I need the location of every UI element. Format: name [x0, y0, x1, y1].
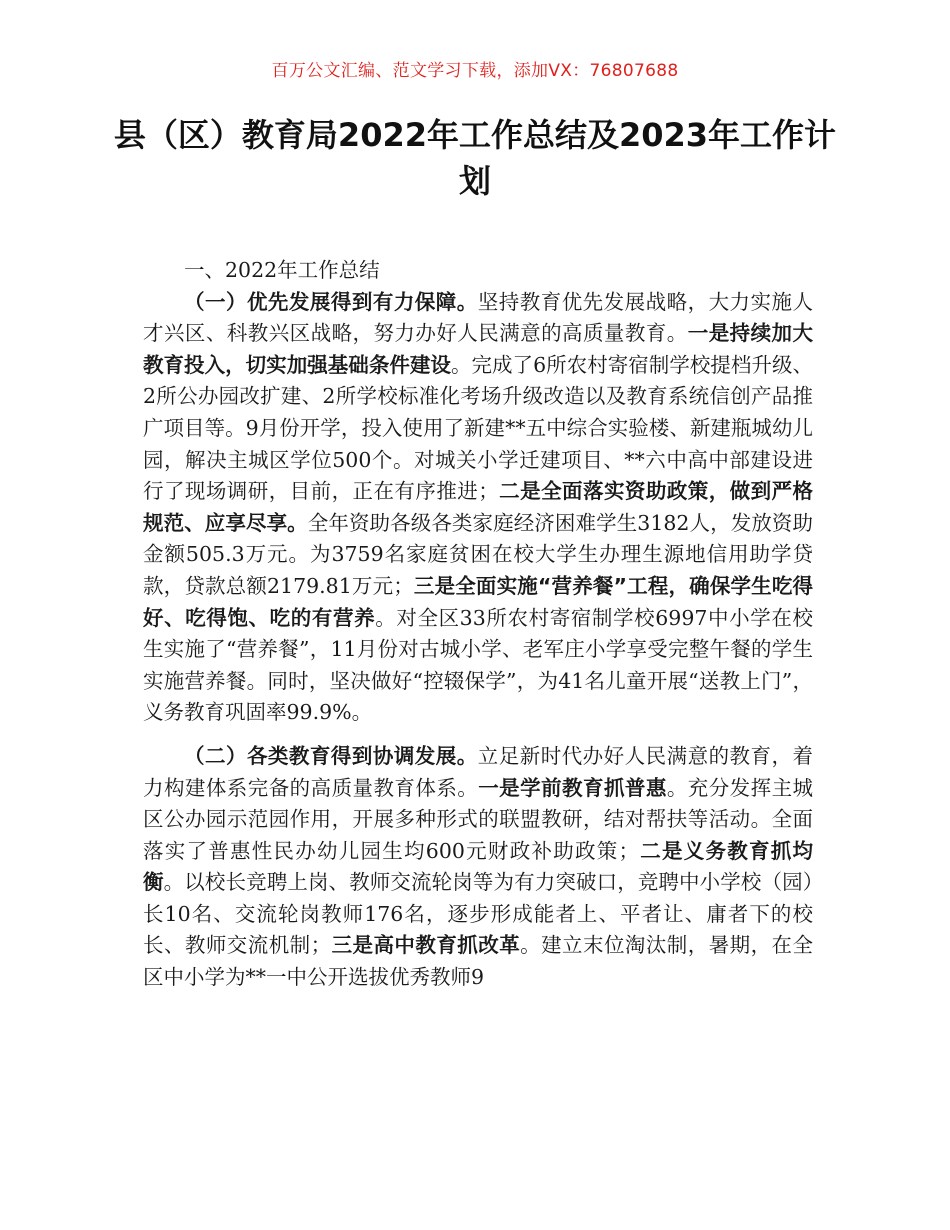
text: 。以校长竞聘上岗、教师交流轮岗等为有力突破口，竞聘中小学校（园）长10名、交流轮岗教师176名，逐步形成能者上、平者让、庸者下的校长、教师交流机制； [143, 870, 814, 958]
paragraph-2 [143, 741, 813, 994]
paragraph-2-heading: （二）各类教育得到协调发展。 [184, 743, 478, 768]
text: 。充分发挥主城区公办园示范园作用，开展多种形式的联盟教研，结对帮扶等活动。全面落实了普惠性民办幼儿园生均600元财政补助政策； [143, 775, 814, 863]
point-one: 一是学前教育抓普惠 [478, 775, 667, 800]
point-three: 三是高中教育抓改革 [331, 933, 521, 958]
header-note: 百万公文汇编、范文学习下载，添加VX：76807688 [271, 61, 679, 81]
section-heading: 一、2022年工作总结 [184, 258, 380, 282]
text: 坚持教育优先发展战略，大力实施人才兴区、科教兴区战略，努力办好人民满意的高质量教育。 [143, 289, 814, 346]
paragraph-1 [143, 287, 813, 729]
document-title: 县（区）教育局2022年工作总结及2023年工作计划 [113, 116, 837, 200]
document-body [143, 255, 813, 994]
point-three: 三是全面实施“营养餐”工程，确保学生吃得好、吃得饱、吃的有营养 [143, 573, 813, 630]
point-two: 二是义务教育抓均衡 [143, 838, 813, 895]
text: 。完成了6所农村寄宿制学校提档升级、2所公办园改扩建、2所学校标准化考场升级改造以及教育系统信创产品推广项目等。9月份开学，投入使用了新建**五中综合实验楼、新建瓶城幼儿园，解决主城区学位500个。对城关小学迁建项目、**六中高中部建设进行了现场调研，目前，正在有序推进； [143, 352, 814, 504]
text: 。对全区33所农村寄宿制学校6997中小学在校生实施了“营养餐”，11月份对古城小学、老军庄小学享受完整午餐的学生实施营养餐。同时，坚决做好“控辍保学”，为41名儿童开展“送教上门”，义务教育巩固率99.9%。 [143, 605, 813, 725]
text: 全年资助各级各类家庭经济困难学生3182人，发放资助金额505.3万元。为3759名家庭贫困在校大学生办理生源地信用助学贷款，贷款总额2179.81万元； [143, 510, 814, 598]
point-one: 一是持续加大教育投入，切实加强基础条件建设 [143, 321, 814, 377]
text: 立足新时代办好人民满意的教育，着力构建体系完备的高质量教育体系。 [143, 743, 814, 800]
text: 。建立末位淘汰制，暑期，在全区中小学为**一中公开选拔优秀教师9 [143, 933, 814, 990]
paragraph-1-heading: （一）优先发展得到有力保障。 [184, 289, 478, 314]
point-two: 二是全面落实资助政策，做到严格规范、应享尽享。 [143, 479, 814, 535]
